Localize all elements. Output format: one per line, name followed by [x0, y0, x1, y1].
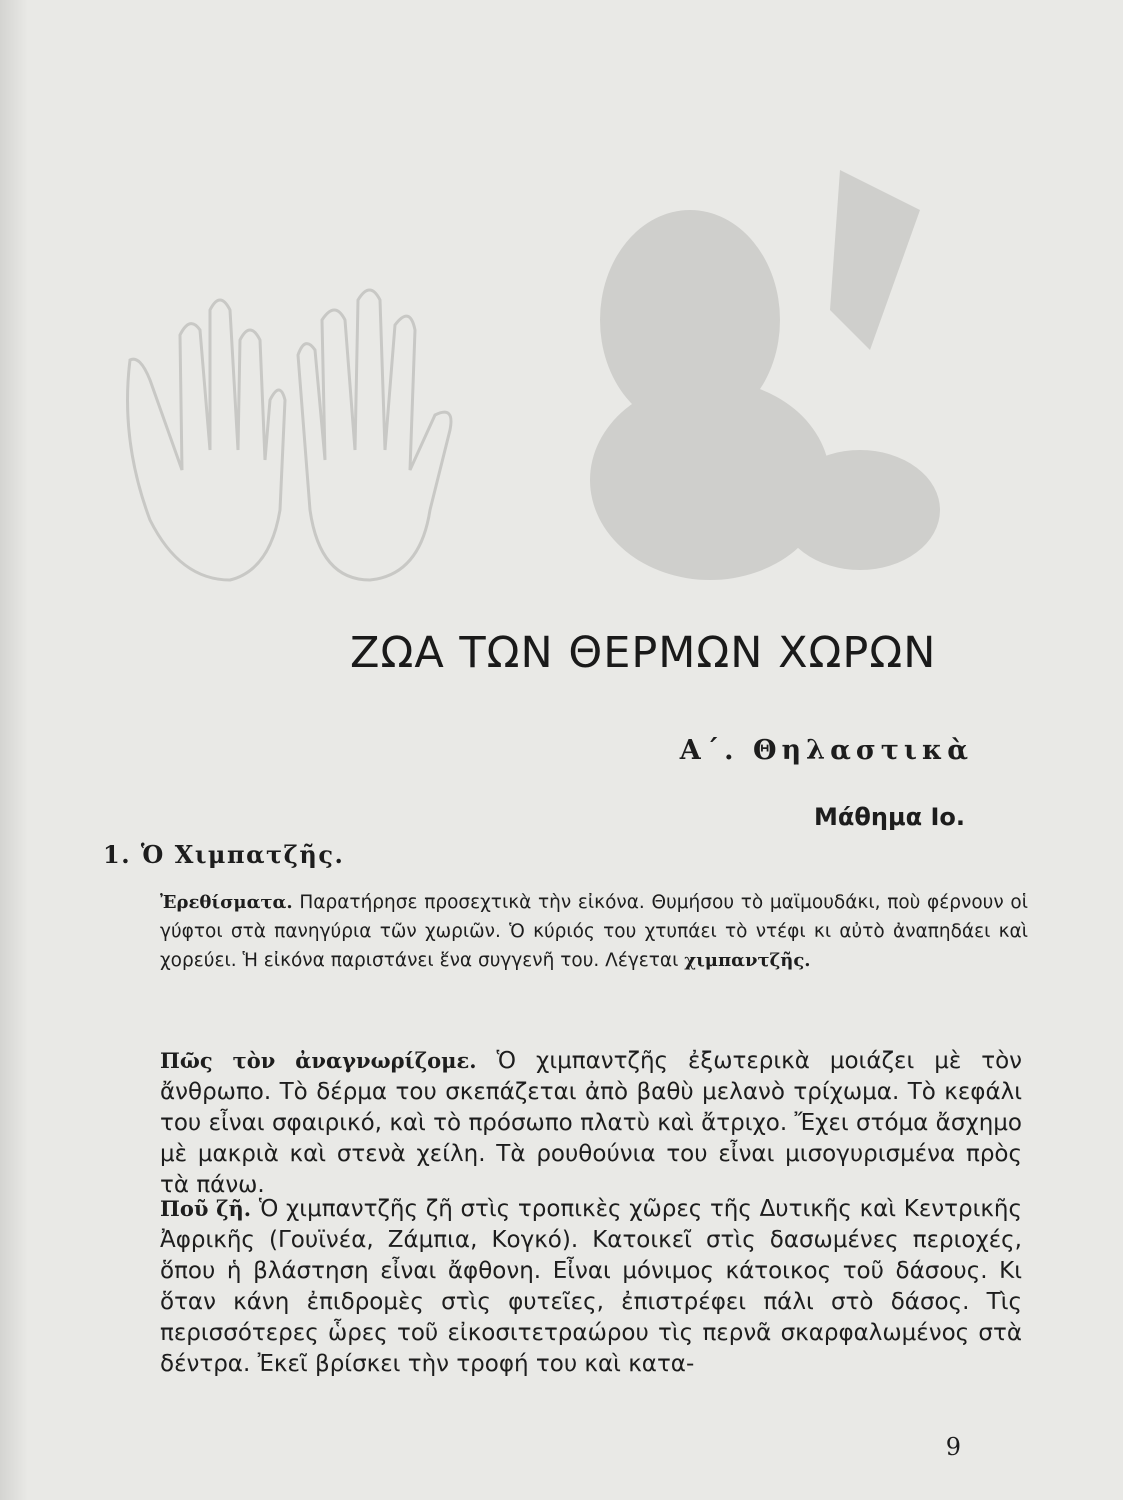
stimuli-lead: Ἐρεθίσματα. [160, 892, 293, 913]
stimuli-term: χιμπαντζῆς. [684, 950, 811, 971]
lesson-title: 1. Ὁ Χιμπατζῆς. [103, 840, 345, 869]
chapter-title: ΖΩΑ ΤΩΝ ΘΕΡΜΩΝ ΧΩΡΩΝ [350, 628, 937, 678]
paragraph-lead: Πῶς τὸν ἀναγνωρίζομε. [160, 1048, 477, 1073]
paragraph-habitat [103, 1193, 1022, 1380]
paragraph-lead: Ποῦ ζῆ. [160, 1196, 252, 1221]
paragraph-recognition [103, 1045, 1022, 1201]
stimuli-text: Παρατήρησε προσεχτικὰ τὴν εἰκόνα. Θυμήσου τὸ μαϊμουδάκι, ποὺ φέρνουν οἱ γύφτοι στὰ πανηγύρια τῶν χωριῶν. Ὁ κύριός του χτυπάει τὸ ντέφι κι αὐτὸ ἀναπηδάει καὶ χορεύει. Ἡ εἰκόνα παριστάνει ἕνα συγγενῆ του. Λέγεται [160, 892, 1028, 971]
lesson-label: Μάθημα Ιο. [814, 803, 965, 831]
section-heading: Α΄. Θηλαστικὰ [679, 735, 973, 766]
paragraph-text: Ὁ χιμπαντζῆς ζῆ στὶς τροπικὲς χῶρες τῆς Δυτικῆς καὶ Κεντρικῆς Ἀφρικῆς (Γουϊνέα, Ζάμπια, Κογκό). Κατοικεῖ στὶς δασωμένες περιοχές, ὅπου ἡ βλάστηση εἶναι ἄφθονη. Εἶναι μόνιμος κάτοικος τοῦ δάσους. Κι ὅταν κάνη ἐπιδρομὲς στὶς φυτεῖες, ἐπιστρέφει πάλι στὸ δάσος. Τὶς περισσότερες ὧρες τοῦ εἰκοσιτετραώρου τὶς περνᾶ σκαρφαλωμένος στὰ δέντρα. Ἐκεῖ βρίσκει τὴν τροφή του καὶ κατα- [160, 1196, 1022, 1377]
paragraph-text: Ὁ χιμπαντζῆς ἐξωτερικὰ μοιάζει μὲ τὸν ἄνθρωπο. Τὸ δέρμα του σκεπάζεται ἀπὸ βαθὺ μελανὸ τρίχωμα. Τὸ κεφάλι του εἶναι σφαιρικό, καὶ τὸ πρόσωπο πλατὺ καὶ ἄτριχο. Ἔχει στόμα ἄσχημο μὲ μακριὰ καὶ στενὰ χείλη. Τὰ ρουθούνια του εἶναι μισογυρισμένα πρὸς τὰ πάνω. [160, 1048, 1022, 1198]
page-number: 9 [945, 1433, 961, 1461]
stimuli-paragraph [103, 888, 1028, 975]
